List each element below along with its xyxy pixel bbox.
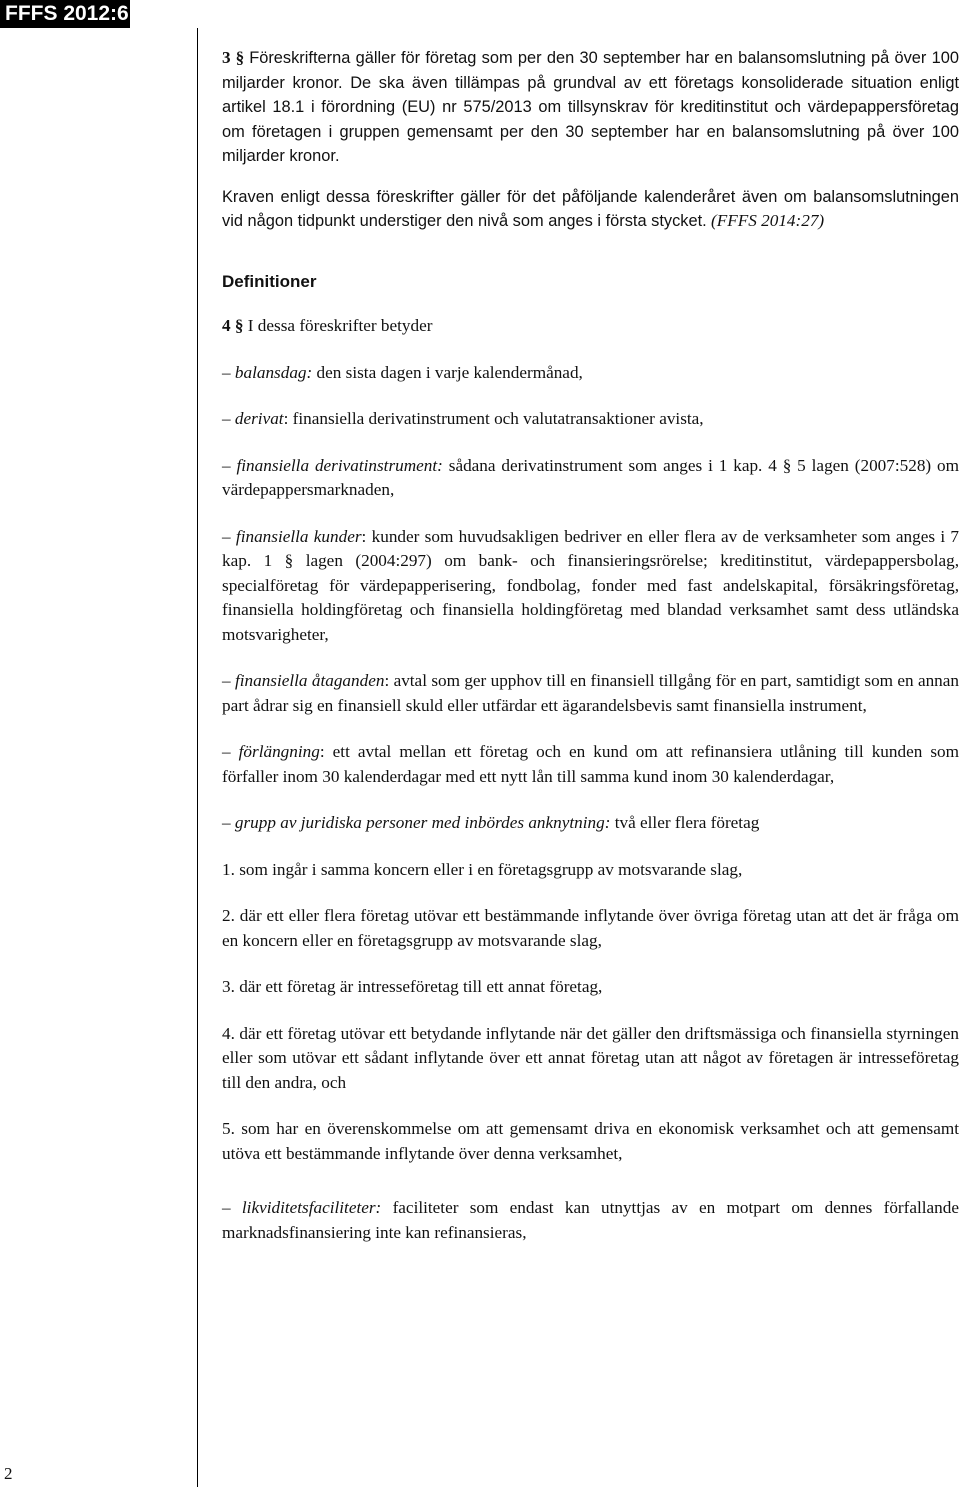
definition-term: balansdag:	[234, 362, 313, 382]
page-number: 2	[4, 1464, 13, 1483]
dash: –	[222, 362, 231, 382]
definition-term: grupp av juridiska personer med inbördes anknytning:	[234, 813, 611, 832]
dash: –	[222, 813, 231, 832]
paragraph-section-4	[222, 314, 959, 339]
definition-item	[222, 361, 959, 386]
document-body	[222, 46, 959, 1245]
dash: –	[222, 671, 231, 690]
definition-text: : finansiella derivatinstrument och valutatransaktioner avista,	[283, 409, 704, 428]
definition-item	[222, 1196, 959, 1245]
dash: –	[222, 742, 231, 761]
section-heading: Definitioner	[222, 271, 317, 291]
definition-text: faciliteter som endast kan utnyttjas av en motpart om dennes förfallande marknadsfinansiering inte kan refinansieras,	[222, 1198, 959, 1242]
section-sign: §	[234, 316, 244, 335]
definition-text: : avtal som ger upphov till en finansiell tillgång för en part, samtidigt som en annan part ådrar sig en finansiell skuld eller utfärdar ett ägarandelsbevis samt finansiella instrument,	[222, 671, 959, 715]
definition-item	[222, 811, 959, 836]
list-item: 5. som har en överenskommelse om att gemensamt driva en ekonomisk verksamhet och att gemensamt utöva ett bestämmande inflytande över denna verksamhet,	[222, 1119, 959, 1163]
definition-text: : kunder som huvudsakligen bedriver en eller flera av de verksamheter som anges i 7 kap. 1 § lagen (2004:297) om bank- och finansieringsrörelse; kreditinstitut, värdepappersbolag, specialföretag för värdepapperisering, fondbolag, fonder med fast andelskapital, försäkringsföretag, finansiella holdingföretag och finansiella holdingföretag med blandad verksamhet samt dess utländska motsvarigheter,	[222, 526, 960, 644]
dash: –	[222, 526, 231, 546]
definition-text: två eller flera företag	[610, 813, 760, 832]
definition-item	[222, 525, 959, 648]
margin-rule	[197, 28, 198, 1487]
definition-text: den sista dagen i varje kalendermånad,	[312, 362, 583, 382]
reference: (FFFS 2014:27)	[711, 211, 825, 230]
definition-text: sådana derivatinstrument som anges i 1 kap. 4 § 5 lagen (2007:528) om värdepappersmarknaden,	[222, 455, 959, 499]
definition-term: förlängning	[238, 742, 320, 761]
definition-text: : ett avtal mellan ett företag och en kund om att refinansiera utlåning till kunden som förfaller inom 30 kalenderdagar med ett nytt lån till samma kund inom 30 kalenderdagar,	[222, 742, 959, 786]
paragraph-text: Kraven enligt dessa föreskrifter gäller för det påföljande kalenderåret även om balansomslutningen vid någon tidpunkt understiger den nivå som anges i första stycket.	[222, 187, 959, 230]
definition-item	[222, 669, 959, 718]
section-number: 4	[222, 316, 231, 335]
list-item: 3. där ett företag är intresseföretag till ett annat företag,	[222, 977, 603, 996]
definition-term: likviditetsfaciliteter:	[241, 1198, 382, 1217]
definition-item	[222, 407, 959, 432]
paragraph-text: Föreskrifterna gäller för företag som per den 30 september har en balansomslutning på över 100 miljarder kronor. De ska även tillämpas på grundval av ett företags konsoliderade situation enligt artikel 18.1 i förordning (EU) nr 575/2013 om tillsynskrav för kreditinstitut och värdepappersföretag om företagen i gruppen gemensamt per den 30 september har en balansomslutning på över 100 miljarder kronor.	[222, 49, 959, 165]
definition-term: finansiella åtaganden	[234, 671, 385, 690]
definition-item	[222, 454, 959, 503]
section-sign: §	[235, 48, 245, 67]
definition-term: finansiella derivatinstrument:	[236, 455, 443, 475]
paragraph-text: I dessa föreskrifter betyder	[247, 316, 433, 335]
paragraph-requirements	[222, 185, 959, 234]
dash: –	[222, 1198, 231, 1217]
section-number: 3	[222, 48, 231, 67]
dash: –	[222, 409, 231, 428]
definition-term: finansiella kunder	[235, 526, 362, 546]
list-item: 2. där ett eller flera företag utövar ett bestämmande inflytande över övriga företag utan att det är fråga om en koncern eller en företagsgrupp av motsvarande slag,	[222, 906, 959, 950]
document-header: FFFS 2012:6	[0, 0, 130, 28]
list-item: 4. där ett företag utövar ett betydande inflytande när det gäller den driftsmässiga och finansiella styrningen eller som utövar ett sådant inflytande över ett annat företag utan att något av företagen är intresseföretag till den andra, och	[222, 1023, 959, 1092]
paragraph-section-3	[222, 46, 959, 169]
dash: –	[222, 455, 231, 475]
list-item: 1. som ingår i samma koncern eller i en företagsgrupp av motsvarande slag,	[222, 859, 743, 879]
definition-term: derivat	[234, 409, 284, 428]
definition-item	[222, 740, 959, 789]
